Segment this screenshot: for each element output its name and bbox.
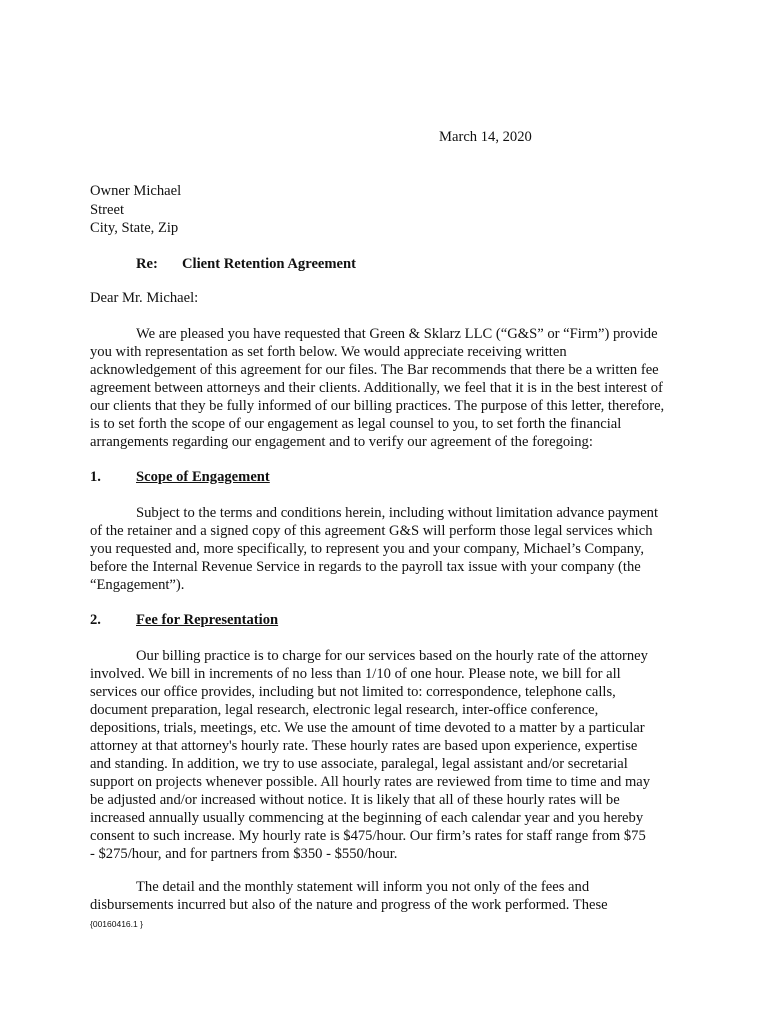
paragraph-line: of the retainer and a signed copy of this agreement G&S will perform those legal services which — [90, 523, 653, 539]
address-street: Street — [90, 201, 125, 218]
paragraph-line: The detail and the monthly statement will inform you not only of the fees and — [136, 879, 590, 895]
section-title: Fee for Representation — [136, 612, 279, 628]
recipient-address — [90, 182, 181, 238]
paragraph-line: our clients that they be fully informed of our billing practices. The purpose of this letter, therefore, — [90, 398, 665, 414]
section-number: 2. — [90, 612, 101, 628]
paragraph-line: arrangements regarding our engagement and to verify our agreement of the foregoing: — [90, 434, 593, 450]
paragraph-line: involved. We bill in increments of no less than 1/10 of one hour. Please note, we bill for all — [90, 666, 621, 682]
salutation: Dear Mr. Michael: — [90, 290, 199, 306]
paragraph-line: document preparation, legal research, electronic legal research, inter-office conference, — [90, 702, 599, 718]
re-subject: Client Retention Agreement — [182, 256, 357, 272]
paragraph-line: - $275/hour, and for partners from $350 - $550/hour. — [90, 846, 398, 862]
subject-line — [136, 255, 356, 273]
paragraph-line: you with representation as set forth below. We would appreciate receiving written — [90, 344, 567, 360]
section-title: Scope of Engagement — [136, 469, 270, 485]
paragraph-line: you requested and, more specifically, to represent you and your company, Michael’s Company, — [90, 541, 644, 557]
paragraph-line: “Engagement”). — [90, 577, 185, 593]
paragraph-line: before the Internal Revenue Service in regards to the payroll tax issue with your company (the — [90, 559, 641, 575]
paragraph-line: Subject to the terms and conditions herein, including without limitation advance payment — [136, 505, 659, 521]
intro-paragraph — [90, 325, 680, 451]
paragraph-line: support on projects whenever possible. All hourly rates are reviewed from time to time and may — [90, 774, 651, 790]
paragraph-line: is to set forth the scope of our engagement as legal counsel to you, to set forth the financial — [90, 416, 622, 432]
paragraph-line: be adjusted and/or increased without notice. It is likely that all of these hourly rates will be — [90, 792, 620, 808]
paragraph-line: Our billing practice is to charge for our services based on the hourly rate of the attorney — [136, 648, 648, 664]
scope-paragraph — [90, 504, 680, 594]
paragraph-line: agreement between attorneys and their clients. Additionally, we feel that it is in the best interest of — [90, 380, 663, 396]
paragraph-line: consent to such increase. My hourly rate is $475/hour. Our firm’s rates for staff range from $75 — [90, 828, 646, 844]
fee-paragraph — [90, 647, 680, 863]
address-city: City, State, Zip — [90, 220, 179, 236]
letter-date: March 14, 2020 — [439, 129, 532, 145]
paragraph-line: services our office provides, including but not limited to: correspondence, telephone calls, — [90, 684, 616, 700]
address-name: Owner Michael — [90, 183, 182, 199]
section-number: 1. — [90, 469, 101, 485]
section-heading-scope — [90, 468, 270, 486]
paragraph-line: attorney at that attorney's hourly rate. These hourly rates are based upon experience, expertise — [90, 738, 638, 754]
detail-paragraph — [90, 878, 680, 914]
document-id-footer: {00160416.1 } — [90, 919, 143, 929]
paragraph-line: depositions, trials, meetings, etc. We use the amount of time devoted to a matter by a particular — [90, 720, 645, 736]
paragraph-line: disbursements incurred but also of the nature and progress of the work performed. These — [90, 897, 608, 913]
re-label: Re: — [136, 256, 158, 272]
paragraph-line: We are pleased you have requested that Green & Sklarz LLC (“G&S” or “Firm”) provide — [136, 326, 658, 342]
paragraph-line: acknowledgement of this agreement for our files. The Bar recommends that there be a written fee — [90, 362, 659, 378]
paragraph-line: and standing. In addition, we try to use associate, paralegal, legal assistant and/or secretarial — [90, 756, 628, 772]
paragraph-line: increased annually usually commencing at the beginning of each calendar year and you hereby — [90, 810, 644, 826]
section-heading-fee — [90, 611, 278, 629]
